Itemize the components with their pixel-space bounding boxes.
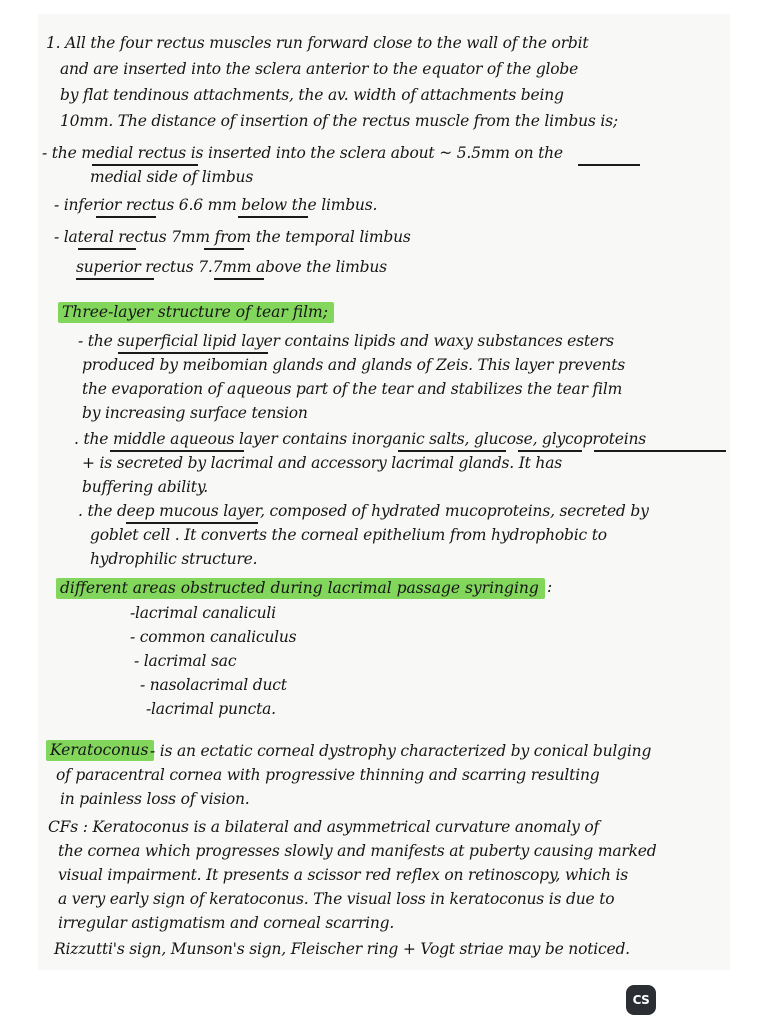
list-item: - lacrimal sac: [134, 652, 237, 670]
underline: [594, 450, 726, 452]
heading-suffix: :: [547, 578, 553, 596]
list-item: -lacrimal puncta.: [146, 700, 276, 718]
note-line: - is an ectatic corneal dystrophy characterized by conical bulging: [150, 742, 652, 760]
note-line: - the medial rectus is inserted into the sclera about ~ 5.5mm on the: [42, 144, 563, 162]
note-line: 10mm. The distance of insertion of the rectus muscle from the limbus is;: [60, 112, 618, 130]
underline: [578, 164, 640, 166]
underline: [238, 216, 308, 218]
logo-text: CS: [632, 993, 650, 1007]
note-line: by increasing surface tension: [82, 404, 308, 422]
list-item: - nasolacrimal duct: [140, 676, 287, 694]
note-line: in painless loss of vision.: [60, 790, 250, 808]
note-line: by flat tendinous attachments, the av. width of attachments being: [60, 86, 564, 104]
note-line: . the middle aqueous layer contains inorganic salts, glucose, glycoproteins: [74, 430, 647, 448]
underline: [204, 248, 244, 250]
note-line: . the deep mucous layer, composed of hydrated mucoproteins, secreted by: [78, 502, 649, 520]
underline: [92, 164, 198, 166]
underline: [76, 278, 154, 280]
note-line: medial side of limbus: [90, 168, 254, 186]
highlighted-heading: different areas obstructed during lacrimal passage syringing: [56, 578, 545, 599]
highlighted-heading: Keratoconus: [46, 740, 154, 761]
underline: [118, 352, 268, 354]
note-line: goblet cell . It converts the corneal epithelium from hydrophobic to: [90, 526, 607, 544]
note-line: Rizzutti's sign, Munson's sign, Fleischer ring + Vogt striae may be noticed.: [54, 940, 630, 958]
note-line: produced by meibomian glands and glands of Zeis. This layer prevents: [82, 356, 625, 374]
note-line: buffering ability.: [82, 478, 209, 496]
list-item: - common canaliculus: [130, 628, 297, 646]
note-line: irregular astigmatism and corneal scarring.: [58, 914, 395, 932]
note-line: superior rectus 7.7mm above the limbus: [76, 258, 387, 276]
underline: [78, 248, 136, 250]
note-line: - inferior rectus 6.6 mm below the limbus.: [54, 196, 378, 214]
underline: [518, 450, 582, 452]
list-item: -lacrimal canaliculi: [130, 604, 276, 622]
highlighted-heading: Three-layer structure of tear film;: [58, 302, 334, 323]
note-line: - lateral rectus 7mm from the temporal limbus: [54, 228, 411, 246]
underline: [96, 216, 156, 218]
note-line: + is secreted by lacrimal and accessory lacrimal glands. It has: [82, 454, 563, 472]
note-line: CFs : Keratoconus is a bilateral and asymmetrical curvature anomaly of: [48, 818, 600, 836]
underline: [214, 278, 264, 280]
notes-page: [38, 14, 730, 970]
note-line: - the superficial lipid layer contains lipids and waxy substances esters: [78, 332, 614, 350]
camscanner-logo-icon: [626, 985, 656, 1015]
note-line: visual impairment. It presents a scissor red reflex on retinoscopy, which is: [58, 866, 629, 884]
note-line: hydrophilic structure.: [90, 550, 258, 568]
underline: [110, 450, 244, 452]
note-line: a very early sign of keratoconus. The visual loss in keratoconus is due to: [58, 890, 615, 908]
note-line: the cornea which progresses slowly and manifests at puberty causing marked: [58, 842, 657, 860]
note-line: 1. All the four rectus muscles run forward close to the wall of the orbit: [46, 34, 589, 52]
note-line: the evaporation of aqueous part of the tear and stabilizes the tear film: [82, 380, 623, 398]
note-line: of paracentral cornea with progressive thinning and scarring resulting: [56, 766, 600, 784]
underline: [398, 450, 506, 452]
note-line: and are inserted into the sclera anterior to the equator of the globe: [60, 60, 579, 78]
underline: [126, 522, 258, 524]
